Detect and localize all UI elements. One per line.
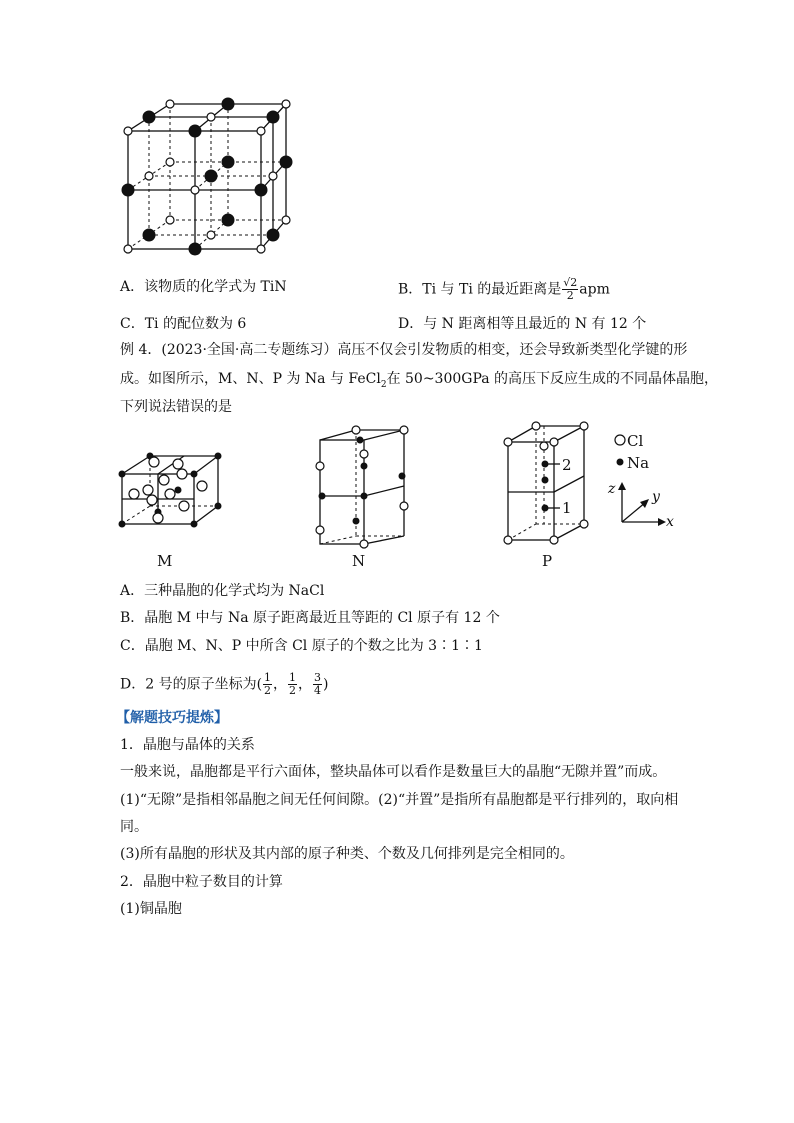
prev-option-b-prefix: B．Ti 与 Ti 的最近距离是 [398,281,562,298]
label-p: P [542,552,553,570]
tips-section1-para2a: (1)“无隙”是指相邻晶胞之间无任何间隙。(2)“并置”是指所有晶胞都是平行排列的，取向相 [120,792,679,808]
fraction-denominator: 2 [289,684,297,697]
coord-separator: ， [273,676,288,693]
example4-line2-part-a: 成。如图所示，M、N、P 为 Na 与 FeCl [120,371,381,387]
example4-line1: 例 4．(2023·全国·高二专题练习）高压不仅会引发物质的相变，还会导致新类型化学键的形 [120,342,688,358]
cell-n-figure [312,426,412,548]
tips-section2-para1: (1)铜晶胞 [120,901,182,917]
cell-p-figure [500,420,600,545]
fraction-numerator: 1 [289,671,297,684]
example4-option-c: C．晶胞 M、N、P 中所含 Cl 原子的个数之比为 3∶1∶1 [120,638,483,654]
fraction-denominator: 2 [264,684,272,697]
coord-fraction-3 [313,672,322,697]
tin-lattice-figure [110,95,310,260]
fraction-numerator: √2 [563,276,578,289]
p-marker-1: 1 [562,499,572,517]
example4-line2 [120,369,718,395]
prev-option-b-suffix: apm [579,281,610,298]
legend-na-symbol [617,459,623,465]
tips-section1-para3: (3)所有晶胞的形状及其内部的原子种类、个数及几何排列是完全相同的。 [120,846,574,862]
prev-option-d: D．与 N 距离相等且最近的 N 有 12 个 [398,316,647,332]
example4-option-a: A．三种晶胞的化学式均为 NaCl [120,583,325,599]
prev-option-b-fraction [562,277,578,302]
axis-y-label: y [652,489,660,505]
coord-fraction-1 [263,672,272,697]
coord-fraction-2 [288,672,297,697]
fraction-numerator: 3 [314,671,322,684]
tips-section2-title: 2．晶胞中粒子数目的计算 [120,874,283,890]
label-m: M [157,552,173,570]
tips-section1-title: 1．晶胞与晶体的关系 [120,737,255,753]
axis-z-label: z [608,481,616,497]
example4-option-b: B．晶胞 M 中与 Na 原子距离最近且等距的 Cl 原子有 12 个 [120,610,500,626]
legend-cl-label: Cl [627,432,644,450]
coord-separator: ， [298,676,313,693]
label-n: N [352,552,366,570]
fraction-numerator: 1 [264,671,272,684]
fraction-denominator: 4 [314,684,322,697]
prev-option-a: A．该物质的化学式为 TiN [120,279,287,295]
cell-m-figure [118,450,223,530]
prev-option-b [398,277,610,302]
option-d-suffix: ) [323,676,329,693]
tips-heading: 【解题技巧提炼】 [116,710,228,726]
option-d-prefix: D．2 号的原子坐标为( [120,676,263,693]
tips-section1-para2b: 同。 [120,819,148,835]
fraction-denominator: 2 [566,289,574,302]
prev-option-c: C．Ti 的配位数为 6 [120,316,247,332]
example4-line3: 下列说法错误的是 [120,399,232,415]
example4-line2-part-b: 在 50~300GPa 的高压下反应生成的不同晶体晶胞， [386,371,719,387]
tips-section1-para1: 一般来说，晶胞都是平行六面体，整块晶体可以看作是数量巨大的晶胞“无隙并置”而成。 [120,764,667,780]
example4-option-d [120,672,329,697]
axis-x-label: x [666,514,674,530]
legend-na-label: Na [627,454,650,472]
legend-cl-symbol [615,435,625,445]
subscript: 2 [380,379,387,390]
p-marker-2: 2 [562,456,572,474]
